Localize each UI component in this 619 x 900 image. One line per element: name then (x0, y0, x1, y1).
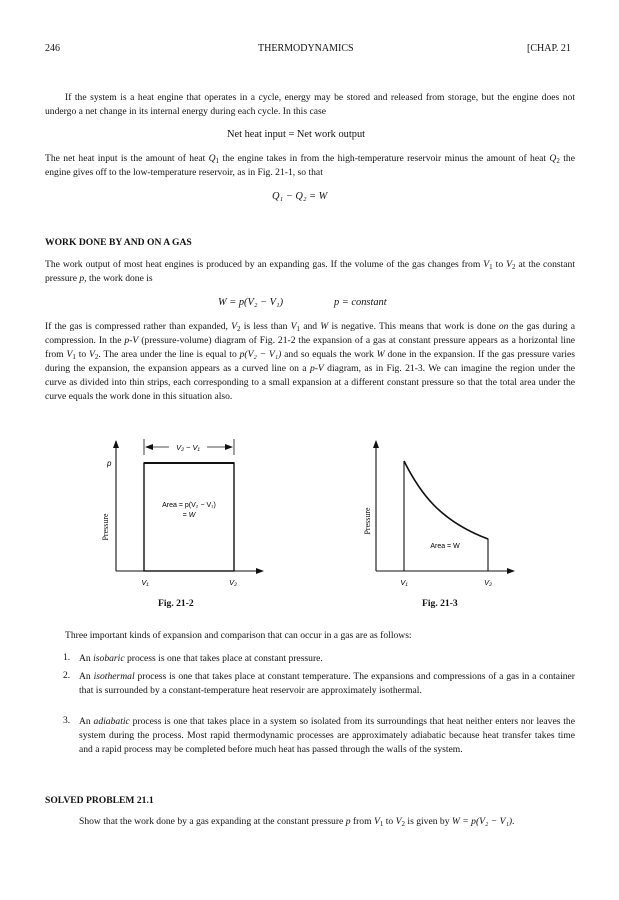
equation-q1-q2: Q₁ − Q₂ = W (272, 191, 328, 202)
fig2-area-eq-w: = W (182, 512, 196, 519)
list-item-isobaric: An isobaric process is one that takes place at constant pressure. (79, 653, 323, 664)
paragraph-heat-engine: If the system is a heat engine that operates in a cycle, energy may be stored and released from storage, but the engine does not undergo a net change in its internal energy during each cycle. In this case (45, 92, 575, 117)
fig2-v2-label: V₂ (229, 578, 237, 587)
fig2-caption: Fig. 21-2 (158, 598, 194, 609)
section-heading-work: WORK DONE BY AND ON A GAS (45, 237, 192, 248)
fig2-y-axis-label: Pressure (101, 513, 110, 541)
running-title: THERMODYNAMICS (258, 43, 354, 54)
list-number-1: 1. (63, 652, 71, 663)
paragraph-kinds: Three important kinds of expansion and comparison that can occur in a gas are as follows: (65, 630, 412, 641)
list-item-adiabatic: An adiabatic process is one that takes place in a system so isolated from its surroundings that heat neither enters nor leaves the system during the process. Most rapid thermodynamic processes are approximately adiabatic because heat transfer takes time and a rapid process may be completed before much heat has passed through the walls of the system. (79, 716, 575, 755)
page-number: 246 (45, 43, 60, 54)
equation-net-heat: Net heat input = Net work output (227, 129, 366, 140)
list-number-3: 3. (63, 715, 71, 726)
list-item-isothermal: An isothermal process is one that takes place at constant temperature. The expansions and compressions of a gas in a container that is surrounded by a constant-temperature heat reservoir are approximately isothermal. (79, 671, 575, 696)
fig3-y-axis-label: Pressure (363, 507, 372, 535)
fig3-pressure-curve (404, 461, 488, 539)
fig3-v1-label: V₁ (400, 578, 408, 587)
fig3-area-label: Area = W (430, 543, 460, 550)
problem-statement: Show that the work done by a gas expanding at the constant pressure p from $V_1$ to $V_2$ is given by W = p(V₂ − V₁). (79, 816, 515, 828)
fig3-v2-label: V₂ (484, 578, 492, 587)
equation-constant: p = constant (334, 297, 387, 308)
list-number-2: 2. (63, 670, 71, 681)
section-heading-solved-problem: SOLVED PROBLEM 21.1 (45, 795, 154, 806)
equation-work: W = p(V₂ − V₁) (218, 297, 284, 308)
paragraph-net-heat: The net heat input is the amount of heat $Q_1$ the engine takes in from the high-temperature reservoir minus the amount of heat $Q_2$ the engine gives off to the low-temperature reservoir, as in Fig. 21-1, so that (45, 153, 575, 178)
figure-21-3 (362, 435, 522, 595)
paragraph-compression: If the gas is compressed rather than expanded, $V_2$ is less than $V_1$ and W is negative. This means that work is done on the gas during a compression. In the p-V (pressure-volume) diagram of Fig. 21-2 the expansion of a gas at constant pressure appears as a horizontal line from $V_1$ to $V_2$. The area under the line is equal to p(V₂ − V₁) and so equals the work W done in the expansion. If the gas pressure varies during the expansion, the expansion appears as a curved line on a p-V diagram, as in Fig. 21-3. We can imagine the region under the curve as divided into thin strips, each corresponding to a small expansion at a different constant pressure so that the total area under the curve equals the work done in this situation also. (45, 321, 576, 402)
fig2-p-label: p (107, 459, 112, 468)
fig2-v1-label: V₁ (141, 578, 149, 587)
fig2-area-label: Area = p(V₂ − V₁) (162, 502, 216, 509)
paragraph-work-output: The work output of most heat engines is produced by an expanding gas. If the volume of the gas changes from $V_1$ to $V_2$ at the constant pressure p, the work done is (45, 259, 576, 284)
fig3-caption: Fig. 21-3 (422, 598, 458, 609)
fig2-dim-label: V₂ − V₁ (176, 443, 200, 452)
chapter-label: [CHAP. 21 (527, 43, 571, 54)
figure-21-2 (95, 435, 270, 595)
